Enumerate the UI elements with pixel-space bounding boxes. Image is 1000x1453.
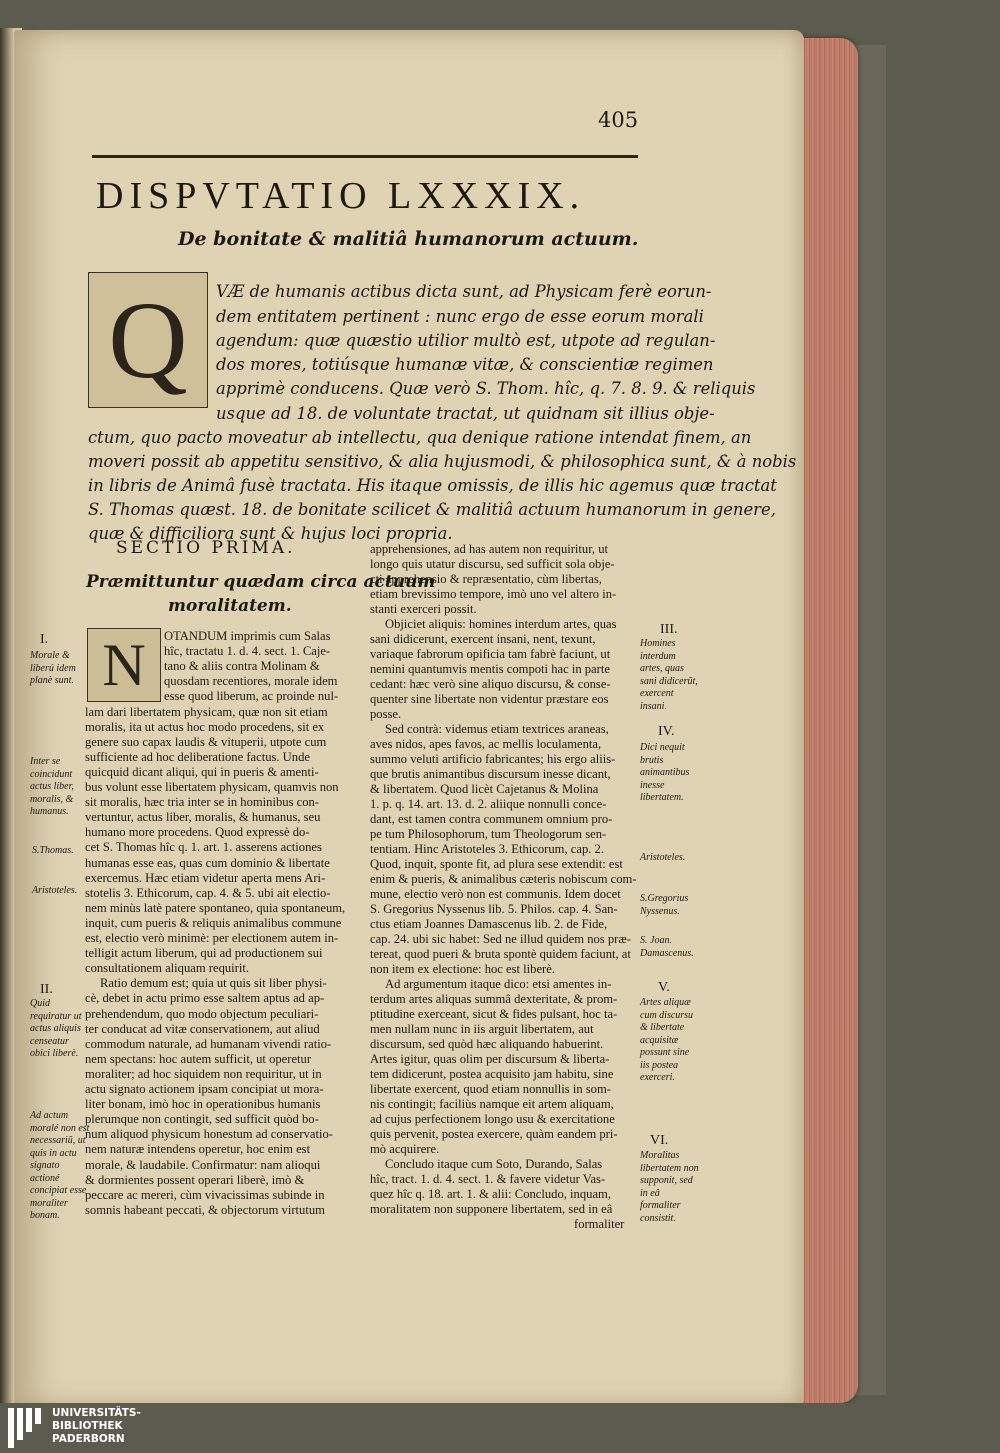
text-line: telligit actum liberum, qui ad productionem sui [85,946,323,961]
intro-line: usque ad 18. de voluntate tractat, ut quidnam sit illius obje- [216,404,715,423]
library-name [52,1407,141,1446]
text-line: & libertatem. Quod licèt Cajetanus & Molina [370,782,599,796]
text-line: posse. [370,707,402,721]
text-line: esse quod liberum, ac proinde nul- [164,689,339,704]
text-line: commodum naturale, ad humanam vivendi ratio- [85,1036,332,1051]
intro-line: VÆ de humanis actibus dicta sunt, ad Physicam ferè eorun- [216,282,712,301]
text-line: Objiciet aliquis: homines interdum artes, quas [385,617,617,631]
text-line: sufficiente ad hoc deliberatione factus. Unde [85,749,310,764]
ornamental-initial-small [87,628,161,702]
section-heading-line-2: moralitatem. [168,596,292,616]
margin-number-4: IV. [658,724,675,739]
text-line: somnis habeant peccati, & objectorum virtutum [85,1202,325,1217]
text-line: consultationem aliquam requirit. [85,961,250,976]
margin-note-4: Ad actum moralé non est necessariũ, ut quis in actu signato actioné concipiat esse moraliter bonam. [30,1110,90,1221]
text-line: etiam brevissimo tempore, imò uno vel altero in- [370,587,617,601]
text-line: num aliquod physicum honestum ad conservatio- [85,1127,333,1142]
text-line: cedant: hæc verò sine aliquo discursu, & conse- [370,677,611,691]
text-line: apprehensiones, ad has autem non requiritur, ut [370,542,609,556]
intro-line: dem entitatem pertinent : nunc ergo de esse eorum morali [216,307,704,326]
text-line: stanti exerceri possit. [370,602,477,616]
text-line: hîc, tractatu 1. d. 4. sect. 1. Caje- [164,644,331,659]
text-line: sani didicerunt, exercent insani, nent, texunt, [370,632,596,646]
text-line: Artes igitur, quas olim per discursum & liberta- [370,1052,610,1066]
library-logo-icon [6,1406,44,1450]
margin-note-1: Morale & liberú idem planè sunt. [30,650,76,686]
text-line: discursum, sed quòd hæc aliquando habuerint. [370,1037,604,1051]
text-line: tano & aliis contra Molinam & [164,659,320,674]
text-line: mò acquirere. [370,1142,440,1156]
text-line: liter bonam, imò hoc in operationibus humanis [85,1097,321,1112]
text-line: cti apprehensio & repræsentatio, cùm libertas, [370,572,602,586]
text-line: dant, est tamen contra communem omnium pro- [370,812,613,826]
text-line: nem spectans: hoc autem sufficit, ut operetur [85,1051,312,1066]
intro-line: S. Thomas quæst. 18. de bonitate scilicet & malitiâ actuum humanorum in genere, [88,500,776,519]
intro-line: quæ & difficiliora sunt & hujus loci propria. [88,524,453,543]
library-name-line-3: PADERBORN [52,1433,125,1445]
margin-note-8: Moralitas libertatem non supponit, sed in eâ formaliter consistit. [640,1150,699,1224]
text-line: cè, debet in actu primo esse saltem aptus ad ap- [85,991,325,1006]
margin-note-5: Homines interdum artes, quas sani didicerũt, exercent insani. [640,638,698,712]
page-edges [796,38,858,1403]
margin-number-3: III. [660,622,678,637]
initial-letter: Q [108,278,188,401]
text-line: cap. 24. ubi sic habet: Sed ne illud quidem nos præ- [370,932,631,946]
text-line: morale, & laudabile. Confirmatur: nam alioqui [85,1157,321,1172]
header-rule [92,155,638,158]
text-line: Ad argumentum itaque dico: etsi amentes in- [385,977,612,991]
intro-line: dos mores, totiúsque humanæ vitæ, & conscientiæ regimen [216,355,714,374]
margin-number-2: II. [40,982,53,997]
text-line: moraliter; ad hoc siquidem non requiritur, ut in [85,1066,322,1081]
margin-note-7: Artes aliquæ cum discursu & libertate acquisitæ possunt sine iis postea exerceri. [640,997,694,1083]
text-line: tentiam. Hinc Aristoteles 3. Ethicorum, cap. 2. [370,842,604,856]
text-line: humano more procedens. Quod expressè do- [85,825,310,840]
margin-ref-thomas: S.Thomas. [32,845,74,856]
text-line: quicquid dicant aliqui, qui in pueris & amenti- [85,764,319,779]
text-line: pe tum Philosophorum, tum Theologorum sen- [370,827,607,841]
text-line: ad cujus perfectionem longo usu & exercitatione [370,1112,615,1126]
text-line: hîc, tract. 1. d. 4. sect. 1. & favere videtur Vas- [370,1172,606,1186]
text-line: inquit, cum pueris & reliquis animalibus commune [85,915,342,930]
text-line: vertuntur, actus liber, moralis, & humanus, seu [85,810,321,825]
text-line: exercemus. Hæc etiam videtur aperta mens Ari- [85,870,326,885]
text-line: ctus etiam Joannes Damascenus lib. 2. de Fide, [370,917,608,931]
text-line: quosdam recentiores, morale idem [164,674,338,689]
text-line: men nullam nunc in iis arguit libertatem, aut [370,1022,594,1036]
text-line: moralitatem non supponere libertatem, sed in eâ [370,1202,613,1216]
margin-ref-aristoteles: Aristoteles. [32,885,78,896]
text-line: cet S. Thomas hîc q. 1. art. 1. asserens actiones [85,840,322,855]
disputation-title: DISPVTATIO LXXXIX. [96,175,586,217]
text-line: aves nidos, apes favos, ac mellis loculamenta, [370,737,602,751]
intro-line: agendum: quæ quæstio utilior multò est, utpote ad regulan- [216,331,716,350]
text-line: Ratio demum est; quia ut quis sit liber physi- [100,976,327,991]
section-label: SECTIO PRIMA. [116,538,296,558]
text-line: libertate exercent, quod etiam nonnullis in som- [370,1082,611,1096]
margin-note-2: Inter se coincidunt actus liber, moralis, & humanus. [30,756,74,817]
text-line: OTANDUM imprimis cum Salas [164,629,331,643]
library-name-line-2: BIBLIOTHEK [52,1420,123,1432]
margin-ref-aristoteles-2: Aristoteles. [640,852,686,863]
text-line: lam dari libertatem physicam, quæ non sit etiam [85,704,328,719]
text-line: & dormientes possent operari liberè, imò & [85,1172,305,1187]
text-line: stotelis 3. Ethicorum, cap. 4. & 5. ubi ait electio- [85,885,331,900]
margin-number-1: I. [40,632,49,647]
initial-letter-small: N [102,631,146,698]
margin-ref-damascenus: S. Joan. Damascenus. [640,935,694,959]
text-line: bus volunt esse libertatem physicam, quamvis non [85,780,339,794]
intro-line: apprimè conducens. Quæ verò S. Thom. hîc, q. 7. 8. 9. & reliquis [216,379,756,398]
margin-note-3: Quid requiratur ut actus aliquis censeatur obici liberè. [30,998,82,1059]
text-line: ptitudine exerceant, sicut & fides pulsant, hoc ta- [370,1007,618,1021]
library-name-line-1: UNIVERSITÄTS- [52,1407,141,1419]
text-line: Sed contrà: videmus etiam textrices araneas, [385,722,609,736]
text-line: genere suo capax laudis & vituperii, utpote cum [85,734,327,749]
intro-line: in libris de Animâ fusè tractata. His itaque omissis, de illis hic agemus quæ tractat [88,476,777,495]
text-line: moralis, ita ut actus hoc modo procedens, sit ex [85,719,325,734]
text-line: nemini quantumvis mentis compoti hac in parte [370,662,610,676]
margin-number-6: VI. [650,1133,669,1148]
text-line: actu signato actionem ipsam concipiat ut mora- [85,1082,324,1096]
text-line: ter conducat ad vitæ conservationem, aut aliud [85,1021,320,1036]
text-line: enim & pueris, & animalibus cæteris nobiscum com- [370,872,637,886]
text-line: est, electio verò minimè: per electionem autem in- [85,931,339,945]
text-line: longo quis utatur discursu, sed sufficit sola obje- [370,557,615,571]
intro-line: ctum, quo pacto moveatur ab intellectu, qua denique ratione intendat finem, an [88,428,752,447]
text-line: Quod, inquit, sponte fit, ad plura sese extendit: est [370,857,623,871]
disputation-subtitle: De bonitate & malitiâ humanorum actuum. [178,228,639,250]
text-line: nem naturæ intendens operetur, hoc enim est [85,1142,311,1157]
margin-number-5: V. [658,980,670,995]
text-line: non item ex electione: hoc est liberè. [370,962,555,976]
margin-ref-gregorius: S.Gregorius Nyssenus. [640,893,689,917]
library-footer-bar [0,1403,1000,1453]
text-line: quenter sine libertate non videntur præstare eos [370,692,609,706]
margin-note-6: Dici nequit brutis animantibus inesse libertatem. [640,742,690,803]
text-line: sit moralis, hæc tria inter se in hominibus con- [85,795,319,810]
text-line: terdum artes aliquas summâ dexteritate, & prom- [370,992,618,1006]
text-line: Concludo itaque cum Soto, Durando, Salas [385,1157,603,1171]
text-line: tem didicerunt, postea acquisito jam habitu, sine [370,1067,614,1081]
text-line: formaliter [574,1217,625,1231]
ornamental-initial [88,272,208,408]
text-line: nis contingit; faciliùs namque eit artem aliquam, [370,1097,614,1111]
text-line: quez hîc q. 18. art. 1. & alii: Concludo, inquam, [370,1187,611,1201]
text-line: plerumque non contingit, sed sufficit quòd bo- [85,1112,319,1127]
text-line: prehendendum, quo modo objectum peculiari- [85,1006,319,1021]
text-line: quis pervenit, postea exercere, quàm eandem pri- [370,1127,618,1141]
text-line: mune, electio verò non est communis. Idem docet [370,887,621,901]
text-line: tereat, quod pueri & bruta spontè quidem faciunt, at [370,947,631,961]
text-line: que brutis animantibus discursum inesse dicant, [370,767,611,781]
section-heading-line-1: Præmittuntur quædam circa actuum [86,572,436,592]
page-number: 405 [598,108,639,132]
text-line: nem minùs latè patere spontaneo, quia spontaneum, [85,900,346,915]
text-line: 1. p. q. 14. art. 13. d. 2. aliique nonnulli conce- [370,797,607,811]
intro-line: moveri possit ab appetitu sensitivo, & alia hujusmodi, & philosophica sunt, & à nobis [88,452,797,471]
text-line: variaque fabrorum opificia tam fabrè faciunt, ut [370,647,611,661]
text-line: summo veluti artificio fabricantes; his ergo aliis- [370,752,616,766]
text-line: humanas esse eas, quas cum dominio & libertate [85,855,330,870]
text-line: peccare ac mereri, cùm vivacissimas subinde in [85,1187,325,1202]
text-line: S. Gregorius Nyssenus lib. 5. Philos. cap. 4. San- [370,902,618,916]
